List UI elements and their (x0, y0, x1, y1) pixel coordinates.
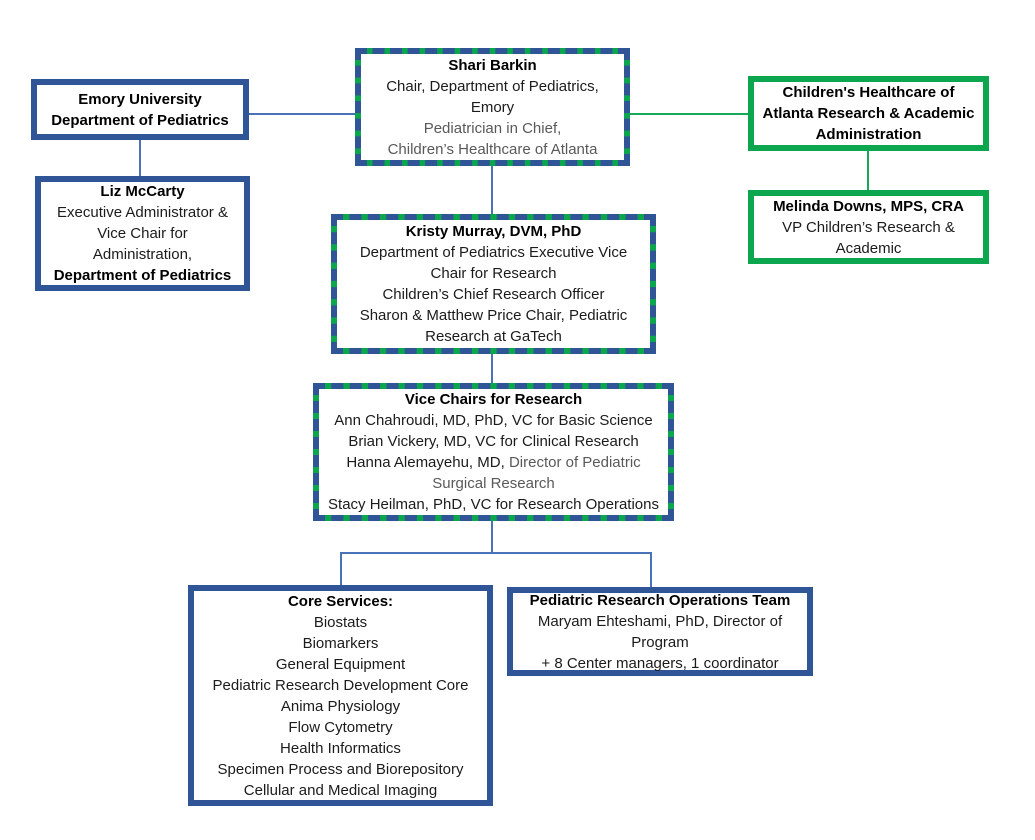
vice-line-3: Brian Vickery, MD, VC for Clinical Research (348, 433, 639, 450)
ops-line-2: Maryam Ehteshami, PhD, Director of (537, 612, 783, 630)
vice-line-2: Ann Chahroudi, MD, PhD, VC for Basic Science (334, 412, 653, 429)
org-box-choa-administration (748, 76, 989, 151)
connector-vice-stem (491, 520, 493, 553)
connector-shari-to-kristy (491, 165, 493, 214)
connector-drop-to-ops (650, 552, 652, 587)
org-box-melinda-downs (748, 190, 989, 264)
kristy-line-2: Department of Pediatrics Executive Vice (359, 244, 628, 261)
choa-line-3: Administration (815, 126, 922, 143)
connector-branch-horizontal (340, 552, 652, 554)
ops-line-4: + 8 Center managers, 1 coordinator (541, 654, 779, 672)
vice-line-4-black: Hanna Alemayehu, MD, (346, 454, 505, 471)
vice-title: Vice Chairs for Research (404, 391, 583, 408)
liz-line-5: Department of Pediatrics (53, 267, 232, 284)
kristy-line-6: Research at GaTech (425, 328, 562, 345)
core-item: Biomarkers (302, 634, 379, 652)
core-item: Pediatric Research Development Core (212, 676, 469, 694)
liz-line-2: Executive Administrator & (57, 204, 228, 221)
vice-line-4 (323, 452, 664, 473)
vice-line-4-gray: Director of Pediatric (508, 454, 641, 471)
connector-shari-to-choa (630, 113, 748, 115)
melinda-line-3: Academic (835, 239, 902, 257)
shari-line-4: Pediatrician in Chief, (423, 119, 562, 137)
connector-emory-to-liz (139, 137, 141, 176)
connector-drop-to-core (340, 552, 342, 585)
core-item: Health Informatics (280, 739, 401, 757)
melinda-name: Melinda Downs, MPS, CRA (773, 197, 964, 215)
shari-line-2: Chair, Department of Pediatrics, (386, 77, 599, 95)
choa-line-2: Atlanta Research & Academic (762, 105, 975, 122)
melinda-line-2: VP Children’s Research & (782, 218, 955, 236)
org-box-kristy-murray (331, 214, 656, 354)
core-item: Cellular and Medical Imaging (243, 781, 438, 799)
kristy-name: Kristy Murray, DVM, PhD (405, 223, 582, 240)
choa-line-1: Children's Healthcare of (782, 84, 955, 101)
core-item: Anima Physiology (280, 697, 401, 715)
shari-name: Shari Barkin (448, 56, 537, 74)
ops-title: Pediatric Research Operations Team (529, 591, 791, 609)
org-box-liz-mccarty (35, 176, 250, 291)
kristy-line-4: Children’s Chief Research Officer (382, 286, 605, 303)
vice-line-6: Stacy Heilman, PhD, VC for Research Operations (328, 496, 659, 513)
emory-line-2: Department of Pediatrics (51, 111, 229, 129)
shari-line-3: Emory (470, 98, 515, 116)
kristy-line-3: Chair for Research (430, 265, 557, 282)
org-box-core-services (188, 585, 493, 806)
kristy-line-5: Sharon & Matthew Price Chair, Pediatric (359, 307, 628, 324)
connector-emory-to-shari (248, 113, 355, 115)
core-item: General Equipment (275, 655, 406, 673)
org-box-research-operations-team (507, 587, 813, 676)
liz-name: Liz McCarty (100, 183, 185, 200)
ops-line-3: Program (631, 633, 689, 651)
connector-choa-to-melinda (867, 150, 869, 190)
core-title: Core Services: (287, 592, 394, 610)
shari-line-5: Children’s Healthcare of Atlanta (387, 140, 598, 158)
emory-line-1: Emory University (78, 90, 202, 108)
org-box-vice-chairs (313, 383, 674, 521)
core-item: Flow Cytometry (288, 718, 393, 736)
vice-line-5: Surgical Research (432, 475, 555, 492)
liz-line-4: Administration, (92, 246, 193, 263)
org-box-shari-barkin (355, 48, 630, 166)
core-item: Biostats (313, 613, 368, 631)
connector-kristy-to-vice (491, 353, 493, 383)
org-box-emory-university (31, 79, 249, 140)
core-item: Specimen Process and Biorepository (217, 760, 464, 778)
liz-line-3: Vice Chair for (97, 225, 188, 242)
